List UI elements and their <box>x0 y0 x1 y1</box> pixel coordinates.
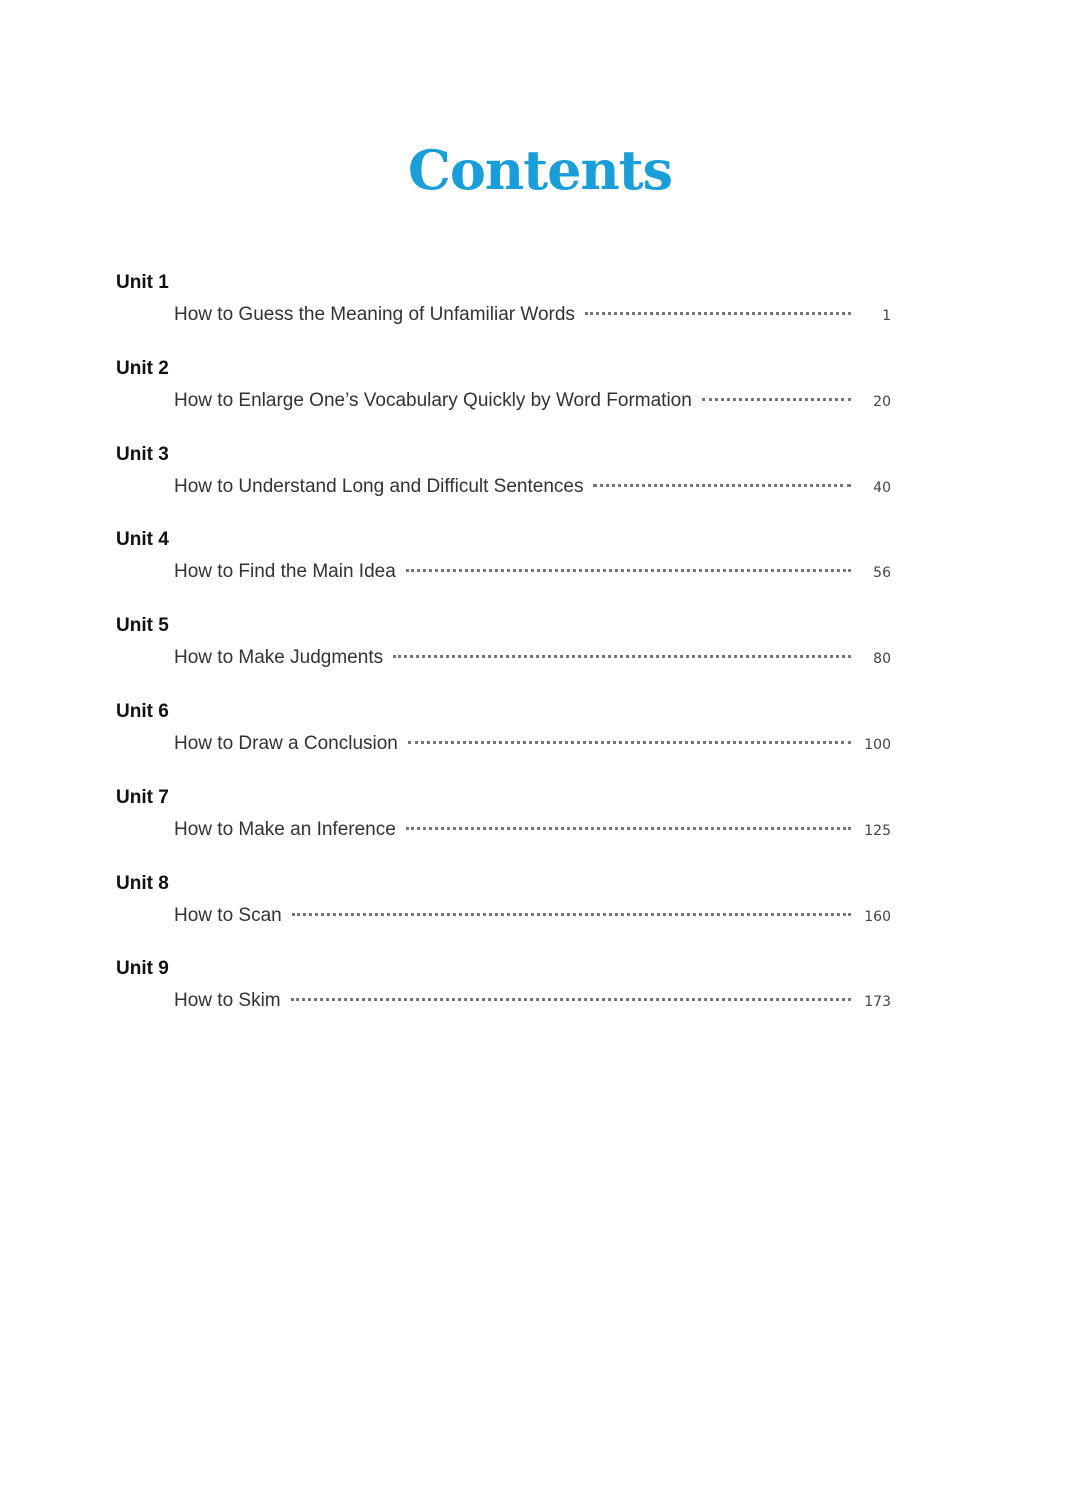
entry-title: How to Skim <box>174 990 281 1012</box>
unit-label: Unit 8 <box>116 872 169 894</box>
page-number: 160 <box>864 908 891 925</box>
toc-entry[interactable] <box>174 470 891 504</box>
toc-entry[interactable] <box>174 555 891 589</box>
dot-leader <box>702 398 851 401</box>
entry-title: How to Make an Inference <box>174 818 396 840</box>
dot-leader <box>408 741 851 744</box>
toc-entry[interactable] <box>174 727 891 761</box>
toc-entry[interactable] <box>174 813 891 847</box>
toc-unit <box>115 268 895 354</box>
page-number: 20 <box>873 393 891 410</box>
page-number: 125 <box>864 822 891 839</box>
toc-unit <box>115 354 895 440</box>
toc-entry[interactable] <box>174 899 891 933</box>
unit-label: Unit 9 <box>116 958 169 980</box>
entry-title: How to Enlarge One’s Vocabulary Quickly by Word Formation <box>174 389 692 411</box>
page-title: Contents <box>407 138 673 202</box>
dot-leader <box>393 655 851 658</box>
unit-label: Unit 1 <box>116 272 169 293</box>
page-number: 40 <box>873 479 891 496</box>
unit-label: Unit 7 <box>116 786 169 808</box>
unit-label: Unit 6 <box>116 700 169 722</box>
table-of-contents <box>115 268 895 1040</box>
entry-title: How to Scan <box>174 904 282 926</box>
toc-unit <box>115 611 895 697</box>
dot-leader <box>406 569 851 572</box>
toc-unit <box>115 525 895 611</box>
toc-entry[interactable] <box>174 984 891 1018</box>
dot-leader <box>593 484 851 487</box>
page-number: 56 <box>873 565 891 582</box>
unit-label: Unit 4 <box>116 529 169 551</box>
toc-unit <box>115 697 895 783</box>
dot-leader <box>585 312 851 315</box>
entry-title: How to Understand Long and Difficult Sentences <box>174 475 584 497</box>
dot-leader <box>406 827 851 830</box>
dot-leader <box>292 913 851 916</box>
entry-title: How to Make Judgments <box>174 647 384 669</box>
toc-unit <box>115 869 895 955</box>
page-number: 80 <box>873 651 891 668</box>
page-number: 1 <box>882 308 891 324</box>
toc-unit <box>115 783 895 869</box>
unit-label: Unit 3 <box>116 443 169 465</box>
dot-leader <box>291 998 851 1001</box>
page-number: 173 <box>864 994 891 1011</box>
toc-entry[interactable] <box>174 384 891 418</box>
entry-title: How to Draw a Conclusion <box>174 732 398 754</box>
toc-entry[interactable] <box>174 298 891 332</box>
unit-label: Unit 5 <box>116 615 169 637</box>
toc-unit <box>115 954 895 1040</box>
entry-title: How to Guess the Meaning of Unfamiliar Words <box>174 304 575 325</box>
toc-unit <box>115 440 895 526</box>
page-number: 100 <box>864 736 891 753</box>
entry-title: How to Find the Main Idea <box>174 561 396 583</box>
unit-label: Unit 2 <box>116 357 169 379</box>
toc-entry[interactable] <box>174 641 891 675</box>
